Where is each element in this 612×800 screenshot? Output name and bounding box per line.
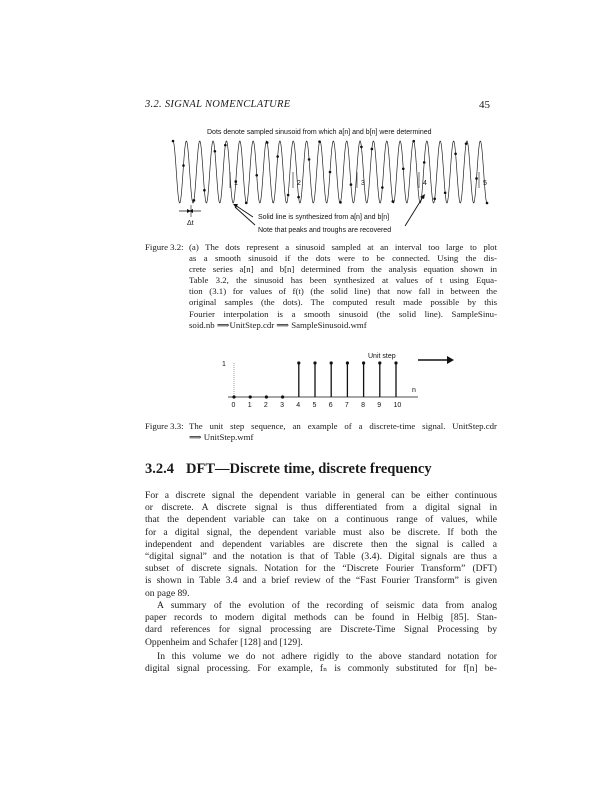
- stem-point-1: [249, 395, 252, 398]
- paragraph-line: is shown in Table 3.4 and a brief review of the “Fast Fourier Transform” is given: [145, 575, 497, 587]
- sample-dot: [224, 144, 227, 147]
- period-marker-4: 4: [423, 180, 427, 187]
- figure-3-2-caption-line: Fourier interpolation is a smooth sinusoid (the solid line). SampleSinu-: [189, 308, 497, 319]
- stem-point-8: [362, 361, 365, 364]
- sample-dot: [423, 161, 426, 164]
- body-paragraph-1: [145, 490, 497, 600]
- peaks-label: Note that peaks and troughs are recovered: [258, 227, 392, 234]
- x-tick-7: 7: [344, 402, 349, 409]
- period-marker-5: 5: [483, 180, 487, 187]
- n-axis-label: n: [412, 387, 416, 394]
- sample-dot: [214, 150, 217, 153]
- section-number: 3.2.4: [145, 461, 174, 477]
- paragraph-line: In this volume we do not adhere rigidly to the above standard notation for: [157, 651, 497, 662]
- figure-3-2-caption-line: as a smooth sinusoid if the dots were to be connected. Using the dis-: [189, 253, 497, 264]
- figure-3-3-caption-body: [189, 421, 497, 443]
- sample-dot: [350, 183, 353, 186]
- sample-dot: [297, 196, 300, 199]
- paragraph-line: for a digital signal, the dependent variable must also be discrete. If both the: [145, 526, 497, 538]
- sample-dot: [182, 164, 185, 167]
- sample-dot: [454, 152, 457, 155]
- unit-step-title: Unit step: [368, 353, 396, 360]
- paragraph-line: on page 89.: [145, 587, 190, 599]
- paragraph-line: “digital signal” and the notation is that of Table (3.4). Digital signals are thus a: [145, 551, 497, 563]
- sample-dot: [402, 167, 405, 170]
- paragraph-line: For a discrete signal the dependent variable in general can be either continuous: [145, 490, 497, 501]
- x-tick-6: 6: [328, 402, 333, 409]
- sample-dot: [245, 202, 248, 205]
- sample-dot: [433, 198, 436, 201]
- stem-point-5: [313, 361, 316, 364]
- sample-dots: [172, 140, 489, 205]
- sample-dot: [475, 177, 478, 180]
- sample-dot: [193, 199, 196, 202]
- x-tick-9: 9: [377, 402, 382, 409]
- running-head: 3.2. SIGNAL NOMENCLATURE: [145, 99, 291, 110]
- x-tick-8: 8: [361, 402, 366, 409]
- sample-dot: [318, 140, 321, 143]
- figure-3-2-caption-line: crete series a[n] and b[n] determined from the analysis equation shown in: [189, 264, 497, 275]
- body-paragraph-2: [145, 600, 497, 649]
- sample-dot: [255, 174, 258, 177]
- stem-point-4: [297, 361, 300, 364]
- sample-dot: [276, 155, 279, 158]
- sample-dot: [203, 189, 206, 192]
- period-markers: [230, 172, 487, 188]
- sample-dot: [371, 148, 374, 151]
- stem-point-3: [281, 395, 284, 398]
- x-tick-5: 5: [312, 402, 317, 409]
- paragraph-line: dard references for signal processing are Discrete-Time Signal Processing by: [145, 624, 497, 636]
- figure-3-2-sinusoid-plot: [165, 125, 495, 235]
- period-marker-2: 2: [297, 180, 301, 187]
- paragraph-line: or discrete. A discrete signal is thus differentiated from a digital signal in: [145, 502, 497, 514]
- paragraph-line: independent and dependent variables are discrete then the signal is called a: [145, 538, 497, 550]
- sample-dot: [360, 146, 363, 149]
- section-heading: [145, 461, 505, 483]
- sample-dot: [465, 142, 468, 145]
- unit-step-x-ticks: [232, 402, 402, 409]
- unit-step-stems: [232, 361, 397, 398]
- figure-3-2-caption-line: tion (3.1) for values of f(t) (the solid line) that now fall in between the: [189, 286, 497, 297]
- sample-dot: [329, 171, 332, 174]
- sample-dot: [381, 186, 384, 189]
- sample-dot: [308, 158, 311, 161]
- x-tick-10: 10: [393, 402, 402, 409]
- paragraph-line: that the dependent variable can take on a continuous range of values, while: [145, 514, 497, 526]
- period-marker-1: 1: [234, 180, 238, 187]
- y-tick-1: 1: [222, 361, 226, 368]
- solid-line-label: Solid line is synthesized from a[n] and b[n]: [258, 214, 390, 221]
- figure-3-2-caption-body: [189, 242, 497, 331]
- page-number: 45: [479, 99, 490, 111]
- section-title: DFT—Discrete time, discrete frequency: [186, 461, 432, 477]
- sample-dot: [339, 201, 342, 204]
- figure-3-2-caption-label: Figure 3.2:: [145, 242, 184, 252]
- figure-3-3-caption-label: Figure 3.3:: [145, 421, 184, 431]
- figure-3-3-caption-line: The unit step sequence, an example of a discrete-time signal. UnitStep.cdr: [189, 421, 497, 431]
- figure-3-2-caption-line: original samples (the dots). The computed result made possible by this: [189, 297, 497, 308]
- figure-3-3-caption-line: ⟹ UnitStep.wmf: [189, 432, 254, 443]
- sample-dot: [444, 191, 447, 194]
- figure-3-3-caption: [145, 421, 497, 447]
- figure-3-2-caption-line: (a) The dots represent a sinusoid sampled at an interval too large to plot: [189, 242, 497, 252]
- sample-dot: [412, 140, 415, 143]
- x-tick-4: 4: [296, 402, 301, 409]
- delta-t-label: Δt: [187, 220, 194, 227]
- fig32-top-label: Dots denote sampled sinusoid from which a[n] and b[n] were determined: [207, 129, 432, 136]
- x-tick-1: 1: [247, 402, 252, 409]
- figure-3-3-unit-step-plot: [218, 346, 468, 412]
- paragraph-line: subset of discrete signals. Notation for the “Discrete Fourier Transform” (DFT): [145, 563, 497, 575]
- figure-3-2-caption-line: Table 3.2, the sinusoid has been synthesized at values of t using Equa-: [189, 275, 497, 286]
- paragraph-line: A summary of the evolution of the recording of seismic data from analog: [157, 600, 497, 611]
- x-tick-3: 3: [280, 402, 285, 409]
- sample-dot: [287, 194, 290, 197]
- sample-dot: [172, 140, 175, 143]
- x-tick-0: 0: [231, 402, 236, 409]
- body-paragraph-3: [145, 651, 497, 675]
- stem-point-6: [330, 361, 333, 364]
- sample-dot: [486, 202, 489, 205]
- stem-point-9: [378, 361, 381, 364]
- figure-3-2-caption: [145, 242, 497, 334]
- paragraph-line: digital signal processing. For example, fₙ is commonly substituted for f[n] be-: [145, 663, 497, 675]
- figure-3-2-caption-line: soid.nb ⟹UnitStep.cdr ⟹ SampleSinusoid.wmf: [189, 319, 367, 330]
- period-marker-3: 3: [361, 180, 365, 187]
- stem-point-10: [394, 361, 397, 364]
- stem-point-0: [232, 395, 235, 398]
- paragraph-line: Oppenheim and Schafer [128] and [129].: [145, 636, 303, 648]
- stem-point-7: [346, 361, 349, 364]
- x-tick-2: 2: [263, 402, 268, 409]
- stem-point-2: [265, 395, 268, 398]
- sample-dot: [392, 200, 395, 203]
- sample-dot: [266, 141, 269, 144]
- paragraph-line: paper records to modern digital methods can be found in Helbig [85]. Stan-: [145, 612, 497, 624]
